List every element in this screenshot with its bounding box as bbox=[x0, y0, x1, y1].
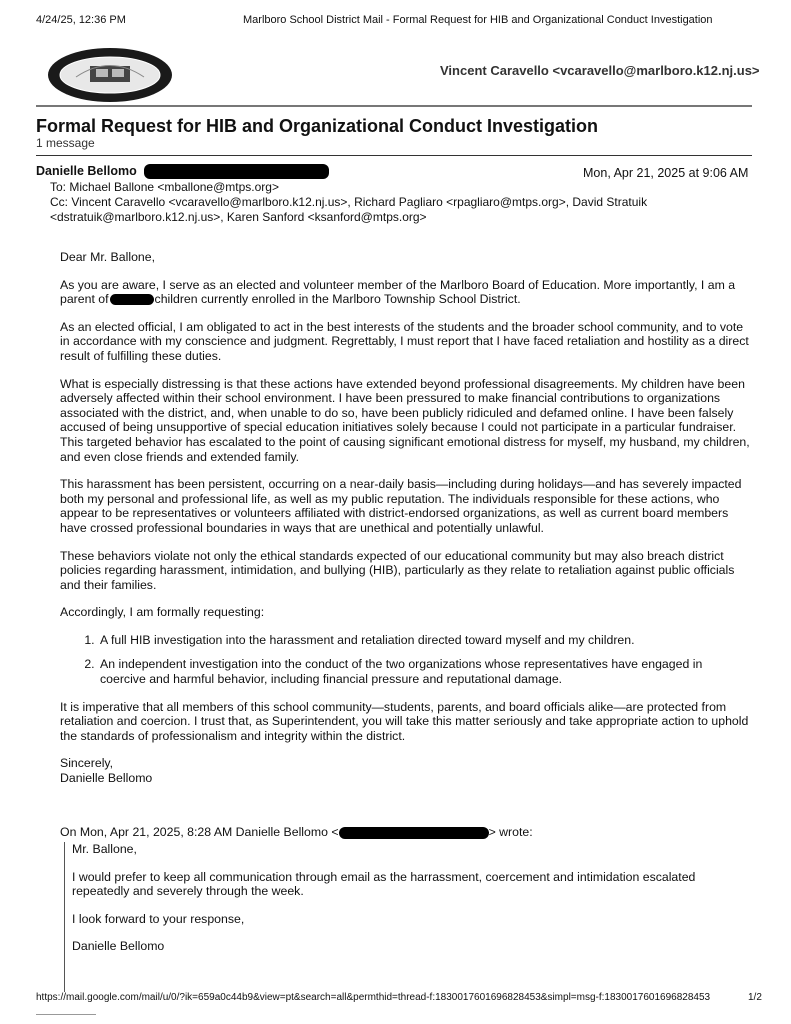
list-item: 1. A full HIB investigation into the harassment and retaliation directed toward myself and my children. bbox=[98, 633, 750, 648]
paragraph-7: It is imperative that all members of this school community—students, parents, and board officials alike—are protected from retaliation and coercion. I trust that, as Superintendent, you will take this matter seriously and take appropriate action to uphold the standards of professionalism and integrity within the district. bbox=[60, 699, 749, 743]
print-page-title: Marlboro School District Mail - Formal Request for HIB and Organizational Conduct Investigation bbox=[243, 14, 713, 26]
request-list bbox=[60, 633, 750, 687]
paragraph-6: Accordingly, I am formally requesting: bbox=[60, 605, 265, 620]
sender-name: Danielle Bellomo bbox=[36, 164, 329, 179]
redaction-bar bbox=[144, 164, 329, 179]
message-count: 1 message bbox=[36, 136, 95, 150]
paragraph-3: What is especially distressing is that these actions have extended beyond professional disagreements. My children have been adversely affected within their school environment. I have been pressured to make financial contributions to organizations associated with the district, and, when unable to do so, have been publicly ridiculed and defamed online. I have been falsely accused of being unsupportive of special education initiatives solely because I could not participate in a particular fundraiser. This targeted behavior has escalated to the point of causing significant emotional distress for myself, my husband, my children, and even close friends and extended family. bbox=[60, 376, 750, 464]
redaction-bar bbox=[339, 827, 489, 839]
email-body bbox=[60, 250, 750, 786]
email-subject: Formal Request for HIB and Organizational Conduct Investigation bbox=[36, 116, 599, 136]
signoff bbox=[60, 756, 750, 785]
paragraph-1: As you are aware, I serve as an elected and volunteer member of the Marlboro Board of Education. More importantly, I am a parent of children currently enrolled in the Marlboro Township School District. bbox=[60, 277, 736, 307]
email-date: Mon, Apr 21, 2025 at 9:06 AM bbox=[583, 166, 749, 180]
quote-paragraph-1: I would prefer to keep all communication through email as the harrassment, coercement and intimidation escalated repeatedly and severely through the week. bbox=[72, 869, 696, 899]
header-divider bbox=[36, 105, 752, 107]
account-address: Vincent Caravello <vcaravello@marlboro.k12.nj.us> bbox=[440, 63, 760, 78]
bottom-rule bbox=[36, 1014, 96, 1015]
quote-paragraph-2: I look forward to your response, bbox=[72, 911, 245, 926]
cc-line-1: Cc: Vincent Caravello <vcaravello@marlboro.k12.nj.us>, Richard Pagliaro <rpagliaro@mtps.org>, David Stratuik bbox=[50, 195, 648, 209]
district-logo bbox=[46, 46, 174, 104]
footer-url: https://mail.google.com/mail/u/0/?ik=659a0c44b9&view=pt&search=all&permthid=thread-f:1830017601696828453&simpl=msg-f:1830017601696828453 bbox=[36, 992, 711, 1003]
list-item: 2. An independent investigation into the conduct of the two organizations whose representatives have engaged in coercive and harmful behavior, including financial pressure and reputational damage. bbox=[98, 657, 750, 686]
greeting: Dear Mr. Ballone, bbox=[60, 250, 156, 264]
print-datetime: 4/24/25, 12:36 PM bbox=[36, 14, 126, 26]
to-line: To: Michael Ballone <mballone@mtps.org> bbox=[50, 180, 279, 194]
subject-divider bbox=[36, 155, 752, 156]
paragraph-2: As an elected official, I am obligated to act in the best interests of the students and the broader school community, and to vote in accordance with my conscience and judgment. Regrettably, I must report that I have faced retaliation and hostility as a direct result of fulfilling these duties. bbox=[60, 319, 749, 363]
closing: Sincerely, bbox=[60, 756, 114, 771]
quote-bar bbox=[64, 842, 65, 992]
redaction-bar bbox=[110, 294, 154, 305]
quote-greeting: Mr. Ballone, bbox=[72, 842, 137, 856]
quote-signature: Danielle Bellomo bbox=[72, 939, 165, 954]
paragraph-5: These behaviors violate not only the ethical standards expected of our educational community but may also breach district policies regarding harassment, intimidation, and bullying (HIB), particularly as they relate to retaliation against public officials and their families. bbox=[60, 548, 735, 592]
paragraph-4: This harassment has been persistent, occurring on a near-daily basis—including during holidays—and has severely impacted both my personal and professional life, as well as my public reputation. The individuals responsible for these actions, who appear to be representatives or volunteers affiliated with district-endorsed organizations, as well as current board members have crossed professional boundaries in ways that are unethical and potentially unlawful. bbox=[60, 477, 742, 535]
signature: Danielle Bellomo bbox=[60, 771, 153, 786]
cc-line-2: <dstratuik@marlboro.k12.nj.us>, Karen Sanford <ksanford@mtps.org> bbox=[50, 210, 427, 224]
quote-attribution: On Mon, Apr 21, 2025, 8:28 AM Danielle Bellomo < > wrote: bbox=[60, 825, 533, 839]
page-number: 1/2 bbox=[748, 992, 762, 1003]
quoted-message bbox=[72, 842, 752, 967]
